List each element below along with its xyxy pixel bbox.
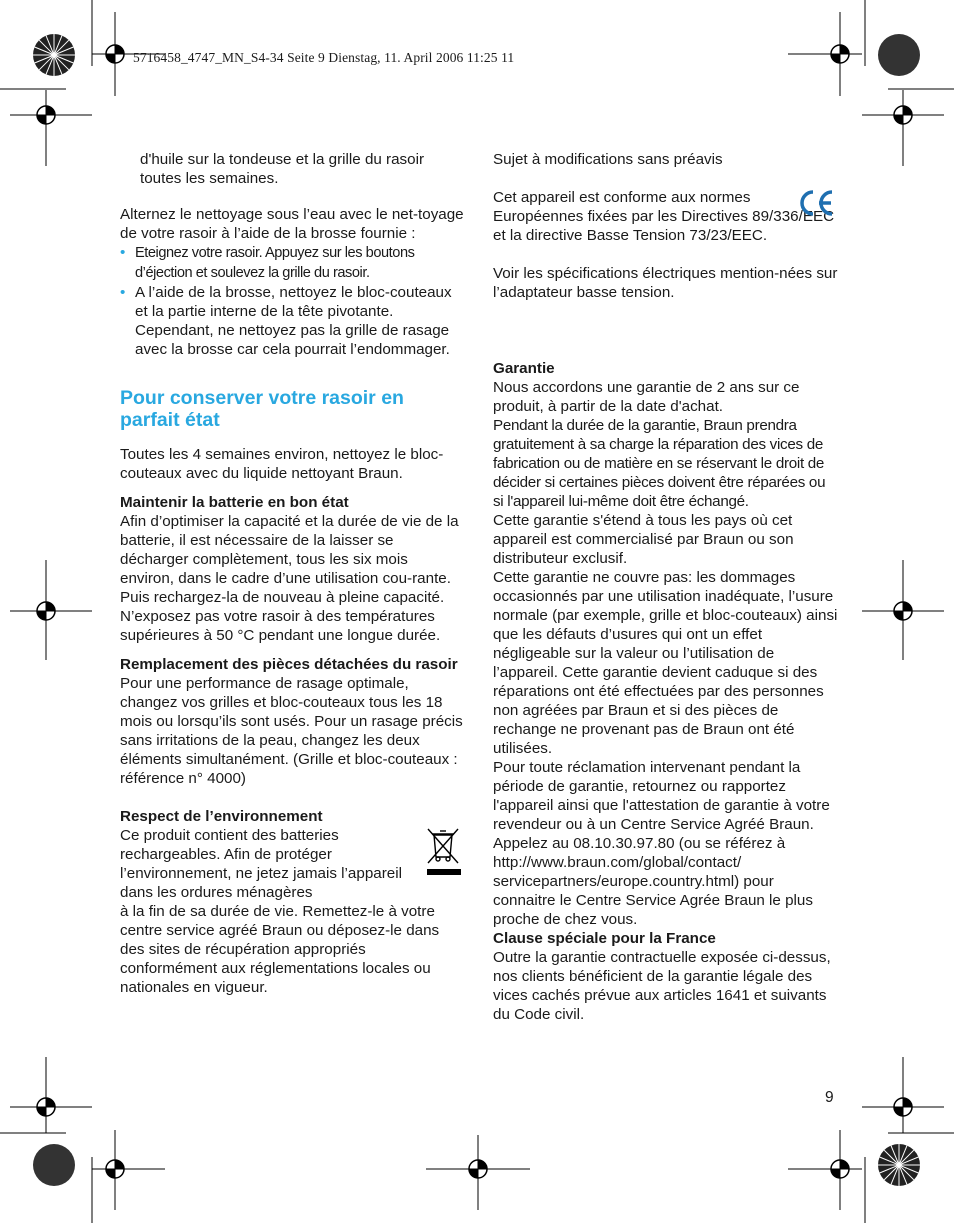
intro-paragraph: d'huile sur la tondeuse et la grille du rasoir toutes les semaines. (140, 151, 425, 187)
parts-title: Remplacement des pièces détachées du rasoir (120, 656, 458, 673)
france-text: Outre la garantie contractuelle exposée ci-dessus, nos clients bénéficient de la garantie légale des vices cachés prévue aux articles 1641 et suivants du Code civil. (493, 949, 831, 1023)
page-number: 9 (825, 1089, 834, 1106)
section-heading: Pour conserver votre rasoir en parfait état (120, 387, 404, 431)
parts-text: Pour une performance de rasage optimale, changez vos grilles et bloc-couteaux tous les 18 mois ou lorsqu’ils sont usés. Pour un rasage précis sans irritations de la peau, changez les deux éléments simultanément. (Grille et bloc-couteaux : référence n° 4000) (120, 675, 463, 787)
environment-text-2: à la fin de sa durée de vie. Remettez-le à votre centre service agréé Braun ou déposez-le dans des sites de récupération appropriés conformément aux réglementations locales ou nationales en vigueur. (120, 903, 440, 996)
bullet-text: Eteignez votre rasoir. Appuyez sur les boutons d’éjection et soulevez la grille du rasoir. (135, 245, 415, 281)
bullet-text: A l’aide de la brosse, nettoyez le bloc-couteaux et la partie interne de la tête pivotante. Cependant, ne nettoyez pas la grille de rasage avec la brosse car cela pourrait l’endommager. (135, 284, 452, 358)
warranty-text-2: Pendant la durée de la garantie, Braun prendra gratuitement à sa charge la réparation des vices de fabrication ou de matière en se réservant le droit de décider si certaines pièces doivent être réparées ou si l'appareil lui-même doit être échangé. (493, 417, 826, 510)
list-item (120, 283, 465, 359)
environment-title: Respect de l’environnement (120, 808, 323, 825)
bullet-icon: • (120, 284, 126, 301)
right-column (493, 150, 838, 1024)
subject-note: Sujet à modifications sans préavis (493, 151, 723, 168)
france-title: Clause spéciale pour la France (493, 930, 716, 947)
warranty-title: Garantie (493, 360, 555, 377)
warranty-text-6: Appelez au 08.10.30.97.80 (ou se référez à http://www.braun.com/global/contact/ servicepartners/europe.country.html) pour connaitre le Centre Service Agrée Braun le plus proche de chez vous. (493, 835, 813, 928)
ce-mark-icon (796, 188, 836, 218)
warranty-text-3: Cette garantie s'étend à tous les pays où cet appareil est commercialisé par Braun ou son distributeur exclusif. (493, 512, 794, 567)
bullet-list (120, 243, 465, 359)
alternate-paragraph: Alternez le nettoyage sous l’eau avec le net-toyage de votre rasoir à l’aide de la brosse fournie : (120, 206, 464, 242)
list-item (120, 243, 465, 283)
bullet-icon: • (120, 244, 126, 261)
voltage-text: Voir les spécifications électriques mention-nées sur l’adaptateur basse tension. (493, 265, 838, 301)
conformity-text: Cet appareil est conforme aux normes Européennes fixées par les Directives 89/336/EEC et la directive Basse Tension 73/23/EEC. (493, 189, 835, 244)
environment-text-1: Ce produit contient des batteries rechargeables. Afin de protéger l’environnement, ne jetez jamais l’appareil dans les ordures ménagères (120, 827, 402, 901)
environment-block (120, 826, 465, 997)
warranty-text-1: Nous accordons une garantie de 2 ans sur ce produit, à partir de la date d'achat. (493, 379, 800, 415)
conformity-block (493, 188, 838, 245)
warranty-text-4: Cette garantie ne couvre pas: les dommages occasionnés par une utilisation inadéquate, l’usure normale (par exemple, grille et bloc-couteaux) ainsi que les défauts d’usures qui ont un effet négligeable sur la valeur ou l’utilisation de l’appareil. Cette garantie devient caduque si des réparations ont été effectuées par des personnes non agréées par Braun et si des pièces de rechange ne provenant pas de Braun ont été utilisées. (493, 569, 838, 757)
battery-title: Maintenir la batterie en bon état (120, 494, 349, 511)
print-slug: 5716458_4747_MN_S4-34 Seite 9 Dienstag, 11. April 2006 11:25 11 (133, 50, 515, 65)
left-column (120, 150, 465, 997)
crossed-out-bin-icon (425, 826, 463, 878)
every4-paragraph: Toutes les 4 semaines environ, nettoyez le bloc-couteaux avec du liquide nettoyant Braun. (120, 446, 444, 482)
warranty-text-5: Pour toute réclamation intervenant pendant la période de garantie, retournez ou rapportez l'appareil ainsi que l'attestation de garantie à votre revendeur ou à un Centre Service Agréé Braun. (493, 759, 830, 833)
battery-text: Afin d’optimiser la capacité et la durée de vie de la batterie, il est nécessaire de la laisser se décharger complètement, tous les six mois environ, dans le cadre d’une utilisation cou-rante. Puis rechargez-la de nouveau à pleine capacité. N’exposez pas votre rasoir à des températures supérieures à 50 °C pendant une longue durée. (120, 513, 459, 644)
